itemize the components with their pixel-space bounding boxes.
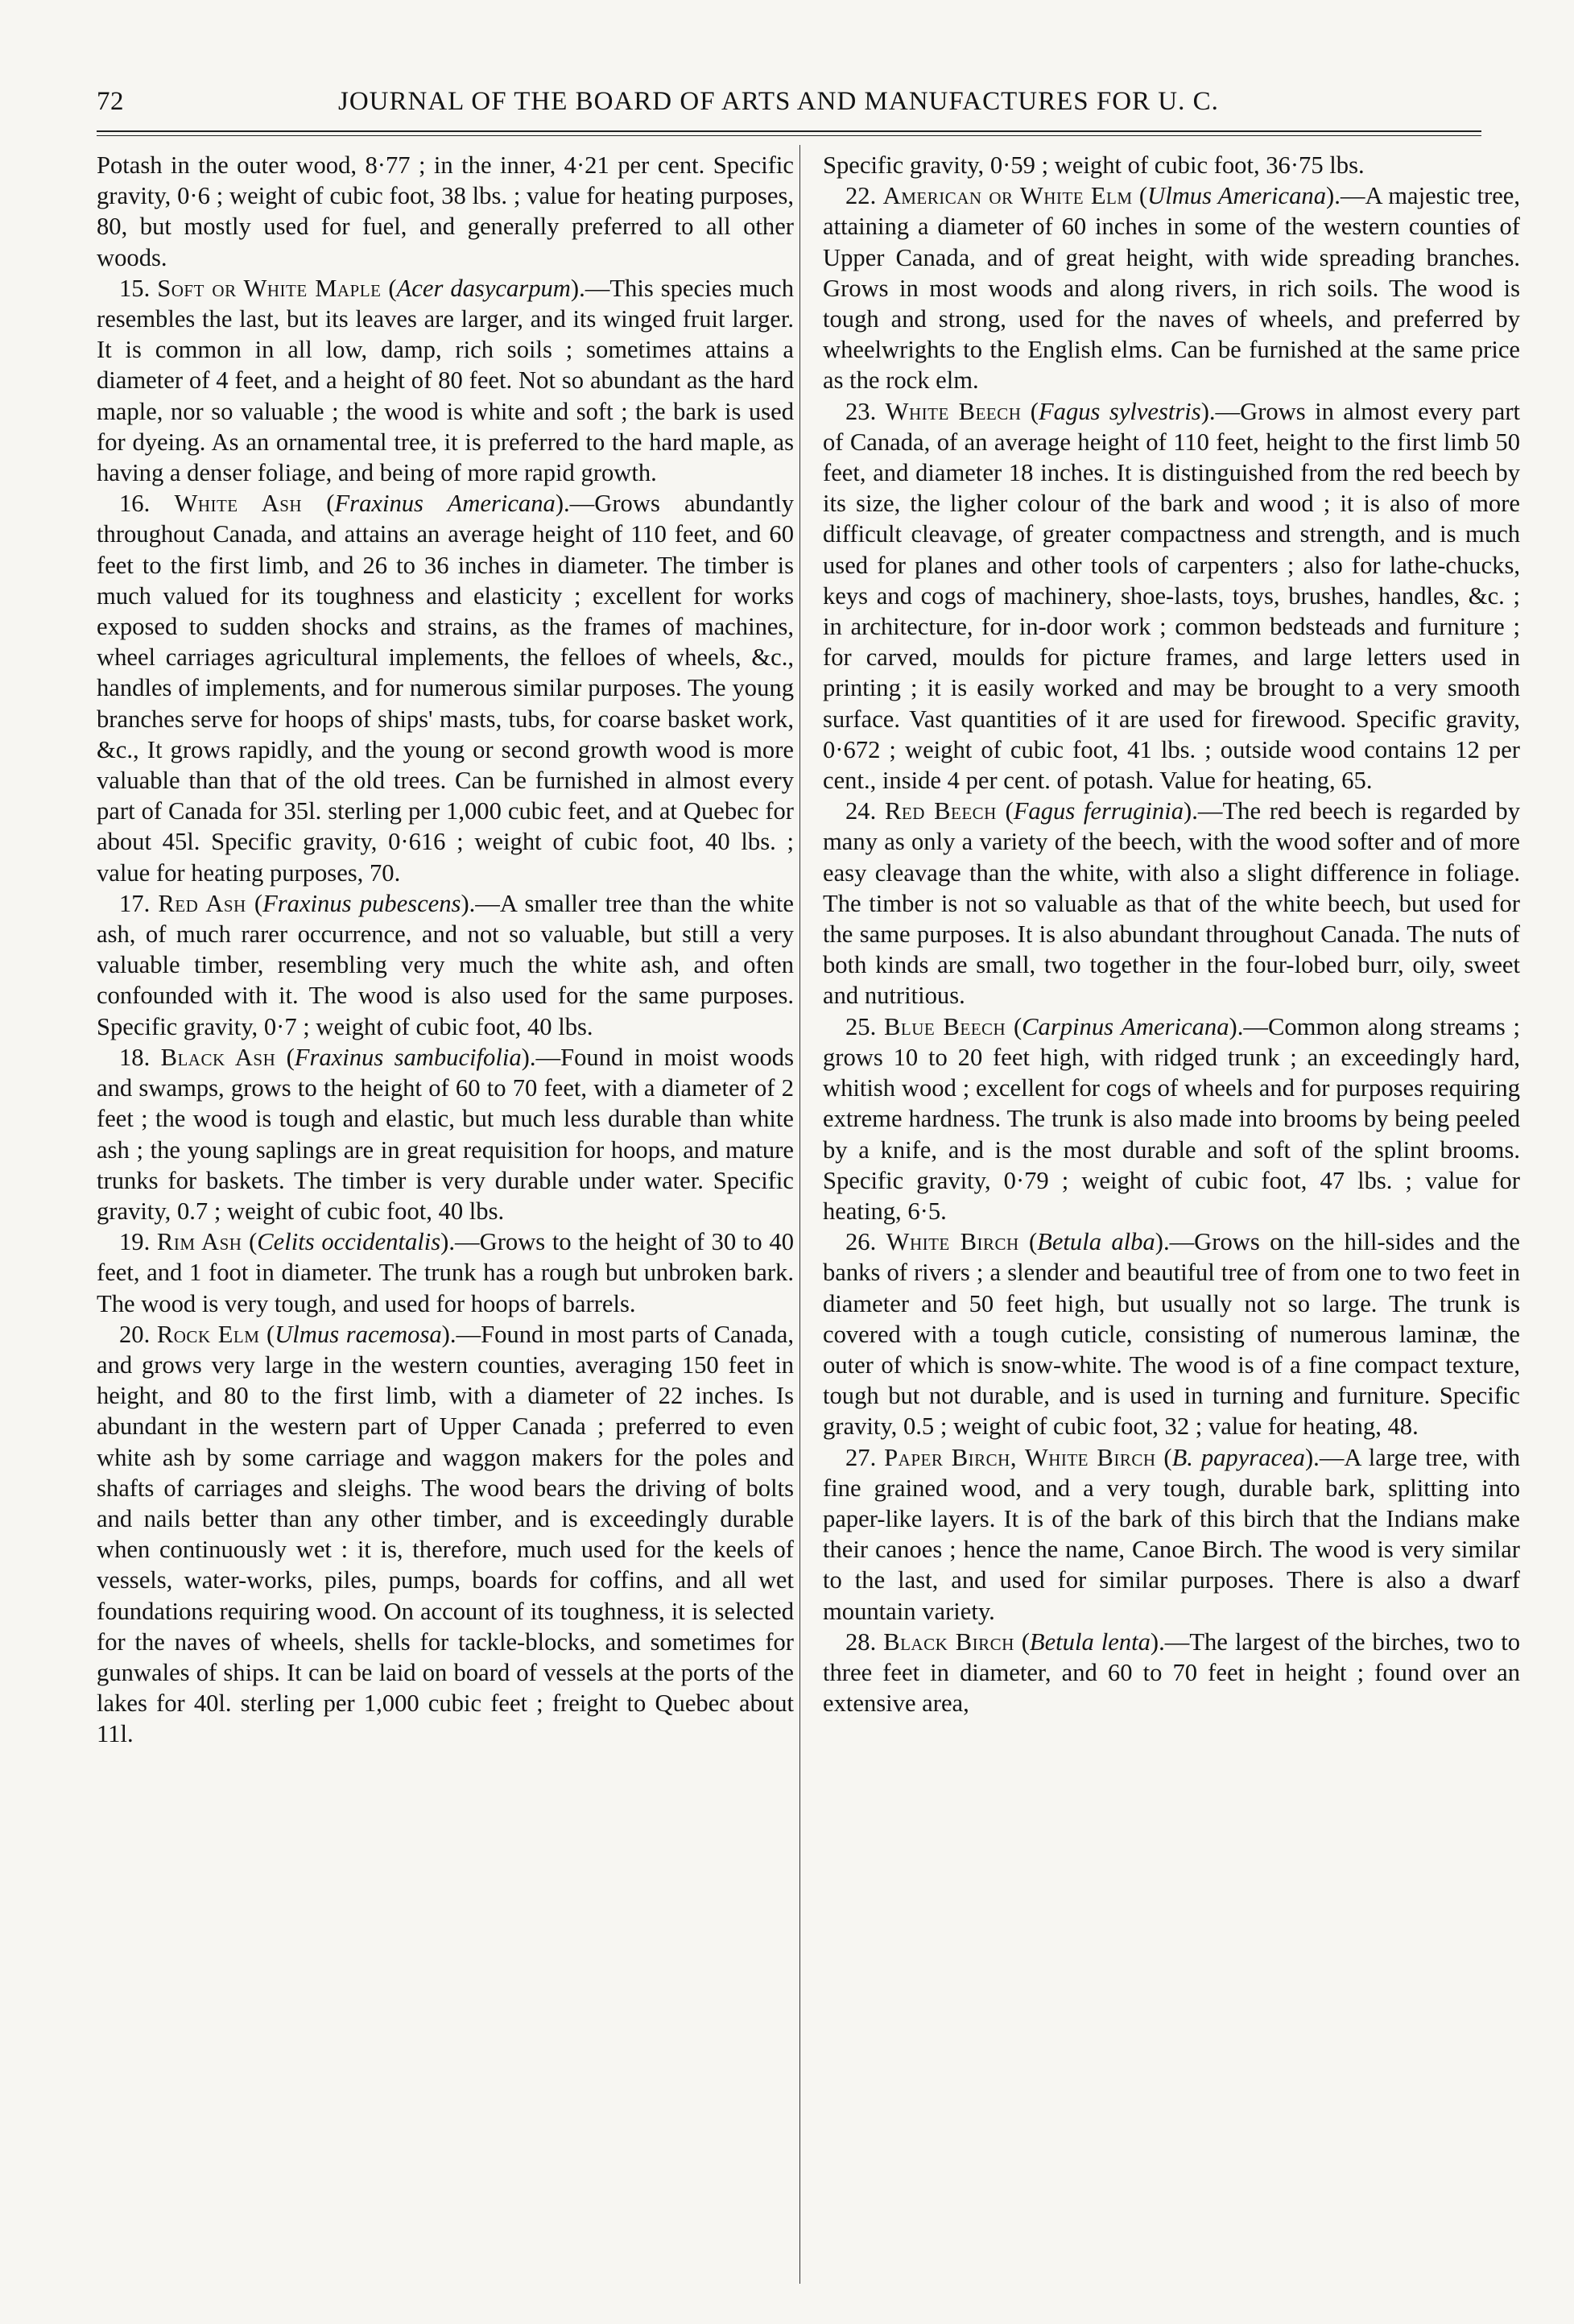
tree-name: Black Birch (883, 1627, 1014, 1656)
entry-20: 20. Rock Elm (Ulmus racemosa).—Found in most parts of Canada, and grows very large in the western counties, averaging 150 feet in height, and 80 to the first limb, with a diameter of 22 inches. Is abundant in the western part of Upper Canada ; preferred to even white ash by some carriage and waggon makers for the poles and shafts of carriages and sleighs. The wood bears the driving of bolts and nails better than any other timber, and is exceedingly durable when continuously wet : it is, therefore, much used for the keels of vessels, water-works, piles, pumps, boards for coffins, and all wet foundations requiring wood. On account of its toughness, it is selected for the naves of wheels, shells for tackle-blocks, and sometimes for gunwales of ships. It can be laid on board of vessels at the ports of the lakes for 40l. sterling per 1,000 cubic feet ; freight to Quebec about 11l. (97, 1320, 794, 1748)
tree-name: White Ash (174, 490, 303, 518)
latin-name: Fagus sylvestris (1038, 397, 1201, 425)
tree-name: Rock Elm (156, 1320, 260, 1348)
tree-name: Red Ash (158, 889, 246, 917)
latin-name: Fraxinus pubescens (262, 889, 461, 917)
entry-26: 26. White Birch (Betula alba).—Grows on the hill-sides and the banks of rivers ; a slender and beautiful tree of from one to two feet in diameter and 50 feet high, but usually not so large. The trunk is covered with a tough cuticle, consisting of numerous laminæ, the outer of which is snow-white. The wood is of a fine compact texture, tough but not durable, and is used in turning and furniture. Specific gravity, 0.5 ; weight of cubic foot, 32 ; value for heating, 48. (823, 1228, 1520, 1441)
paragraph-continued: Specific gravity, 0·59 ; weight of cubic foot, 36·75 lbs. (823, 151, 1365, 179)
entry-16: 16. White Ash (Fraxinus Americana).—Grows abundantly throughout Canada, and attains an average height of 110 feet, and 60 feet to the first limb, and 26 to 36 inches in diameter. The timber is much valued for its toughness and elasticity ; excellent for works exposed to sudden shocks and strains, as the frames of machines, wheel carriages agricultural implements, the felloes of wheels, &c., handles of implements, and for numerous similar purposes. The young branches serve for hoops of ships' masts, tubs, for coarse basket work, &c., It grows rapidly, and the young or second growth wood is more valuable than that of the old trees. Can be furnished in almost every part of Canada for 35l. sterling per 1,000 cubic feet, and at Quebec for about 45l. Specific gravity, 0·616 ; weight of cubic foot, 40 lbs. ; value for heating purposes, 70. (97, 490, 794, 887)
latin-name: Celits occidentalis (257, 1228, 441, 1256)
entry-27: 27. Paper Birch, White Birch (B. papyracea).—A large tree, with fine grained wood, and a very tough, durable bark, splitting into paper-like layers. It is of the bark of this birch that the Indians make their canoes ; hence the name, Canoe Birch. The wood is very similar to the last, and used for similar purposes. There is also a dwarf mountain variety. (823, 1443, 1520, 1625)
latin-name: Carpinus Americana (1022, 1012, 1229, 1040)
latin-name: Fraxinus Americana (334, 490, 556, 518)
tree-name: Blue Beech (884, 1012, 1006, 1040)
entry-15: 15. Soft or White Maple (Acer dasycarpum).—This species much resembles the last, but its leaves are larger, and its winged fruit larger. It is common in all low, damp, rich soils ; sometimes attains a diameter of 4 feet, and a height of 80 feet. Not so abundant as the hard maple, nor so valuable ; the wood is white and soft ; the bark is used for dyeing. As an ornamental tree, it is preferred to the hard maple, as having a denser foliage, and being of more rapid growth. (97, 274, 794, 487)
left-column (97, 150, 794, 2292)
latin-name: Fraxinus sambucifolia (294, 1043, 522, 1071)
entry-23: 23. White Beech (Fagus sylvestris).—Grows in almost every part of Canada, of an average height of 110 feet, height to the first limb 50 feet, and diameter 18 inches. It is distinguished from the red beech by its size, the ligher colour of the bark and wood ; it is also of more difficult cleavage, of greater compactness and strength, and is much used for planes and other tools of carpenters ; also for lathe-chucks, keys and cogs of machinery, shoe-lasts, toys, brushes, handles, &c. ; in architecture, for in-door work ; common bedsteads and furniture ; for carved, moulds for picture frames, and large letters used in printing ; it is easily worked and may be brought to a very smooth surface. Vast quantities of it are used for firewood. Specific gravity, 0·672 ; weight of cubic foot, 41 lbs. ; outside wood contains 12 per cent., inside 4 per cent. of potash. Value for heating, 65. (823, 397, 1520, 795)
entry-22: 22. American or White Elm (Ulmus Americana).—A majestic tree, attaining a diameter of 60 inches in some of the western counties of Upper Canada, and of great height, with wide spreading branches. Grows in most woods and along rivers, in rich soils. The wood is tough and strong, used for the naves of wheels, and preferred by wheelwrights to the English elms. Can be furnished at the same price as the rock elm. (823, 182, 1520, 395)
paragraph-continued: Potash in the outer wood, 8·77 ; in the inner, 4·21 per cent. Specific gravity, 0·6 ; weight of cubic foot, 38 lbs. ; value for heating purposes, 80, but mostly used for fuel, and generally preferred to all other woods. (97, 151, 794, 271)
latin-name: Betula lenta (1029, 1627, 1151, 1656)
entry-24: 24. Red Beech (Fagus ferruginia).—The red beech is regarded by many as only a variety of the beech, with the wood softer and of more easy cleavage than the white, with also a slight difference in foliage. The timber is not so valuable as that of the white beech, but used for the same purposes. It is also abundant throughout Canada. The nuts of both kinds are small, two together in the four-lobed burr, oily, sweet and nutritious. (823, 797, 1520, 1010)
tree-name: Soft or White Maple (157, 274, 382, 302)
entry-18: 18. Black Ash (Fraxinus sambucifolia).—Found in moist woods and swamps, grows to the height of 60 to 70 feet, with a diameter of 2 feet ; the wood is tough and elastic, but much less durable than white ash ; the young saplings are in great requisition for hoops, and mature trunks for baskets. The timber is very durable under water. Specific gravity, 0.7 ; weight of cubic foot, 40 lbs. (97, 1043, 794, 1225)
latin-name: Fagus ferruginia (1013, 797, 1184, 825)
running-title: JOURNAL OF THE BOARD OF ARTS AND MANUFACTURES FOR U. C. (338, 87, 1219, 116)
tree-name: White Birch (886, 1228, 1019, 1256)
entry-17: 17. Red Ash (Fraxinus pubescens).—A smaller tree than the white ash, of much rarer occurrence, and not so valuable, but still a very valuable timber, resembling very much the white ash, and often confounded with it. The wood is also used for the same purposes. Specific gravity, 0·7 ; weight of cubic foot, 40 lbs. (97, 889, 794, 1040)
header-rule-thin (97, 135, 1481, 136)
entry-25: 25. Blue Beech (Carpinus Americana).—Common along streams ; grows 10 to 20 feet high, with ridged trunk ; an exceedingly hard, whitish wood ; excellent for cogs of wheels and for purposes requiring extreme hardness. The trunk is also made into brooms by being peeled by a knife, and is the most durable and soft of the splint brooms. Specific gravity, 0·79 ; weight of cubic foot, 47 lbs. ; value for heating, 6·5. (823, 1012, 1520, 1225)
latin-name: Ulmus racemosa (275, 1320, 442, 1348)
tree-name: Red Beech (884, 797, 997, 825)
latin-name: B. papyracea (1171, 1443, 1305, 1471)
page-header (97, 87, 1481, 126)
column-divider (799, 145, 800, 2284)
tree-name: American or White Elm (882, 182, 1133, 210)
right-column (823, 150, 1520, 2292)
tree-name: Rim Ash (156, 1228, 242, 1256)
tree-name: Paper Birch, White Birch (884, 1443, 1156, 1471)
header-rule (97, 130, 1481, 132)
page-number: 72 (97, 87, 124, 116)
latin-name: Ulmus Americana (1147, 182, 1327, 210)
latin-name: Acer dasycarpum (396, 274, 571, 302)
entry-28: 28. Black Birch (Betula lenta).—The largest of the birches, two to three feet in diameter, and 60 to 70 feet in height ; found over an extensive area, (823, 1627, 1520, 1718)
tree-name: Black Ash (160, 1043, 276, 1071)
tree-name: White Beech (885, 397, 1022, 425)
entry-19: 19. Rim Ash (Celits occidentalis).—Grows to the height of 30 to 40 feet, and 1 foot in diameter. The trunk has a rough but unbroken bark. The wood is very tough, and used for hoops of barrels. (97, 1228, 794, 1317)
latin-name: Betula alba (1037, 1228, 1155, 1256)
